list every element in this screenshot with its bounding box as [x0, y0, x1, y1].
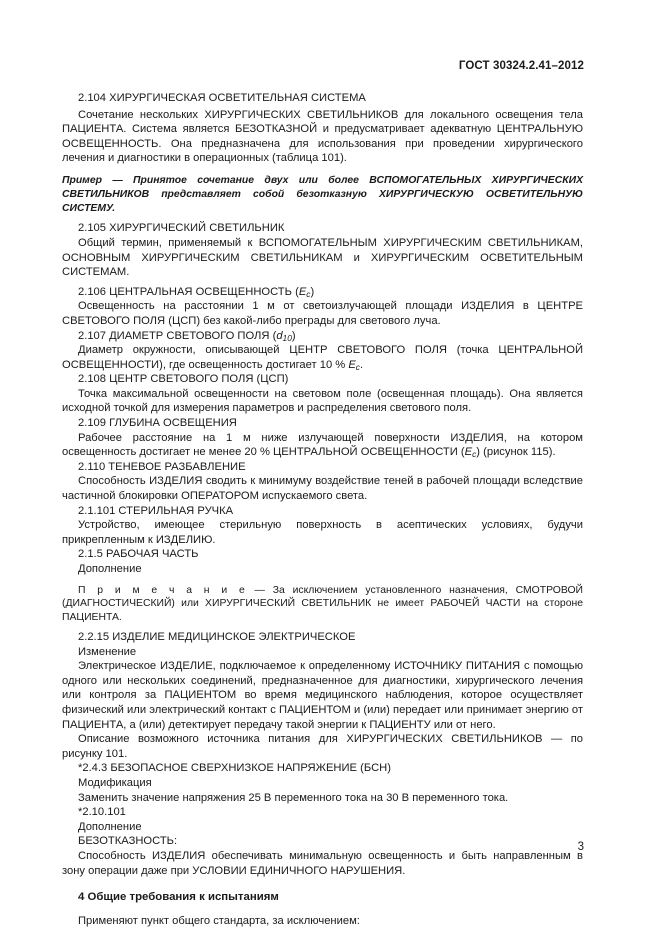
- section-heading: 2.108 ЦЕНТР СВЕТОВОГО ПОЛЯ (ЦСП): [78, 373, 289, 386]
- example-lead: Пример — Принятое сочетание двух или более: [62, 174, 370, 186]
- section-heading: 2.109 ГЛУБИНА ОСВЕЩЕНИЯ: [78, 417, 237, 430]
- section-text: Заменить значение напряжения 25 В переменного тока на 30 В переменного тока.: [78, 791, 509, 804]
- example-term-2: ХИРУРГИЧЕСКУЮ ОСВЕТИТЕЛЬНУЮ СИСТЕМУ: [62, 188, 583, 214]
- section-text-2: Описание возможного источника питания для ХИРУРГИЧЕСКИХ СВЕТИЛЬНИКОВ — по рисунку 101.: [62, 733, 583, 760]
- symbol: [276, 330, 292, 342]
- document-header: ГОСТ 30324.2.41–2012: [458, 60, 584, 72]
- term: БЕЗОТКАЗНОСТЬ:: [78, 835, 178, 848]
- example-note: [62, 174, 583, 215]
- symbol-subscript: c: [355, 361, 360, 372]
- section-text: Способность ИЗДЕЛИЯ сводить к минимуму воздействие теней в рабочей площади вследствие частичной блокировки ОПЕРАТОРОМ испускаемого света.: [62, 475, 583, 503]
- section-heading: 2.1.5 РАБОЧАЯ ЧАСТЬ: [78, 548, 199, 561]
- section-2-1-5: [62, 547, 583, 625]
- symbol-subscript: c: [472, 449, 477, 460]
- symbol-subscript: 10: [282, 332, 292, 343]
- section-2-4-3: [62, 761, 583, 805]
- symbol: [465, 446, 477, 458]
- heading-close: ): [310, 285, 315, 298]
- section-2-108: [62, 372, 583, 416]
- section-text: Способность ИЗДЕЛИЯ обеспечивать минимальную освещенность и быть направленным в зону операции даже при УСЛОВИИ ЕДИНИЧНОГО НАРУШЕНИЯ.: [62, 849, 583, 877]
- text-end: ) (рисунок 115).: [476, 446, 556, 459]
- symbol: [348, 359, 360, 371]
- change-kind: Дополнение: [78, 563, 142, 576]
- symbol-letter: E: [464, 446, 473, 459]
- section-2-1-101: [62, 504, 583, 548]
- section-2-10-101: [62, 805, 583, 878]
- note: [62, 584, 583, 625]
- section-heading: 2.1.101 СТЕРИЛЬНАЯ РУЧКА: [78, 504, 234, 517]
- section-text: Освещенность на расстоянии 1 м от светоизлучающей площади ИЗДЕЛИЯ в ЦЕНТРЕ СВЕТОВОГО ПОЛЯ (ЦСП) без какой-либо преграды для светового луча.: [62, 300, 583, 327]
- section-2-107: [62, 329, 583, 373]
- heading-text: 2.106 ЦЕНТРАЛЬНАЯ ОСВЕЩЕННОСТЬ (: [78, 285, 299, 298]
- section-text: Электрическое ИЗДЕЛИЕ, подключаемое к определенному ИСТОЧНИКУ ПИТАНИЯ с помощью одного или нескольких соединений, предназначенное для диагностики, хирургического лечения или контроля за ПАЦИЕНТОМ во время медицинского наблюдения, которое осуществляет физический или электрический контакт с ПАЦИЕНТОМ и (или) передает или принимает энергию от ПАЦИЕНТА, а (или) детектирует передачу такой энергии к ПАЦИЕНТУ или от него.: [62, 660, 583, 731]
- symbol-subscript: c: [306, 288, 311, 299]
- section-2-106: [62, 285, 583, 329]
- section-2-2-15: [62, 630, 583, 761]
- section-2-109: [62, 416, 583, 460]
- section-heading: 2.104 ХИРУРГИЧЕСКАЯ ОСВЕТИТЕЛЬНАЯ СИСТЕМА: [78, 92, 366, 104]
- section-heading: 2.2.15 ИЗДЕЛИЕ МЕДИЦИНСКОЕ ЭЛЕКТРИЧЕСКОЕ: [78, 631, 356, 643]
- section-text: [62, 431, 583, 460]
- section-text: Устройство, имеющее стерильную поверхность в асептических условиях, будучи прикрепленным к ИЗДЕЛИЮ.: [62, 519, 583, 546]
- text: Диаметр окружности, описывающей ЦЕНТР СВЕТОВОГО ПОЛЯ (точка ЦЕНТРАЛЬНОЙ ОСВЕЩЕННОСТИ), где освещенность достигает 10 %: [62, 344, 583, 371]
- symbol-letter: E: [298, 285, 307, 298]
- section-text: Общий термин, применяемый к ВСПОМОГАТЕЛЬНЫМ ХИРУРГИЧЕСКИМ СВЕТИЛЬНИКАМ, ОСНОВНЫМ ХИРУРГИЧЕСКИМ СВЕТИЛЬНИКАМ и ХИРУРГИЧЕСКИМ ОСВЕТИТЕЛЬНЫМ СИСТЕМАМ.: [62, 236, 583, 279]
- section-heading: *2.10.101: [78, 806, 126, 819]
- change-kind: Изменение: [78, 645, 137, 658]
- heading-close: ): [291, 329, 296, 342]
- section-heading: *2.4.3 БЕЗОПАСНОЕ СВЕРХНИЗКОЕ НАПРЯЖЕНИЕ (БСН): [78, 762, 391, 775]
- section-4-heading: 4 Общие требования к испытаниям: [78, 891, 279, 904]
- section-heading: [62, 329, 583, 344]
- symbol: [299, 286, 311, 298]
- example-mid: представляет собой безотказную: [149, 188, 379, 200]
- change-kind: Модификация: [78, 776, 152, 789]
- heading-text: 2.107 ДИАМЕТР СВЕТОВОГО ПОЛЯ (: [78, 329, 277, 342]
- note-text: — За исключением установленного назначения, СМОТРОВОЙ (ДИАГНОСТИЧЕСКИЙ) или ХИРУРГИЧЕСКИЙ СВЕТИЛЬНИК не имеет РАБОЧЕЙ ЧАСТИ на стороне ПАЦИЕНТА.: [62, 584, 583, 624]
- section-text: Точка максимальной освещенности на световом поле (освещенная площадь). Она является исходной точкой для измерения параметров и распределения светового поля.: [62, 387, 583, 415]
- example-end: .: [112, 202, 116, 214]
- text-end: .: [359, 358, 364, 371]
- text: Рабочее расстояние на 1 м ниже излучающей поверхности ИЗДЕЛИЯ, на котором освещенность достигает не менее 20 % ЦЕНТРАЛЬНОЙ ОСВЕЩЕННОСТИ (: [62, 431, 583, 459]
- section-2-105: [62, 221, 583, 279]
- example-term-1: ВСПОМОГАТЕЛЬНЫХ ХИРУРГИЧЕСКИХ СВЕТИЛЬНИКОВ: [62, 174, 584, 200]
- change-kind: Дополнение: [78, 820, 142, 833]
- symbol-letter: d: [276, 329, 283, 342]
- section-2-104: [62, 91, 583, 215]
- section-heading: 2.105 ХИРУРГИЧЕСКИЙ СВЕТИЛЬНИК: [78, 222, 285, 235]
- section-text: Сочетание нескольких ХИРУРГИЧЕСКИХ СВЕТИЛЬНИКОВ для локального освещения тела ПАЦИЕНТА. Система является БЕЗОТКАЗНОЙ и предусматривает адекватную ЦЕНТРАЛЬНУЮ ОСВЕЩЕННОСТЬ. Она предназначена для использования при проведении хирургического лечения и диагностики в операционных (таблица 101).: [62, 108, 583, 165]
- section-heading: [62, 285, 583, 300]
- section-text: [62, 343, 583, 372]
- symbol-letter: E: [348, 358, 356, 371]
- document-body: [62, 91, 583, 928]
- note-label: П р и м е ч а н и е: [78, 584, 247, 596]
- section-heading: 2.110 ТЕНЕВОЕ РАЗБАВЛЕНИЕ: [78, 460, 246, 473]
- page-number: 3: [577, 841, 584, 853]
- section-2-110: [62, 460, 583, 504]
- section-4-text: Применяют пункт общего стандарта, за исключением:: [78, 914, 360, 927]
